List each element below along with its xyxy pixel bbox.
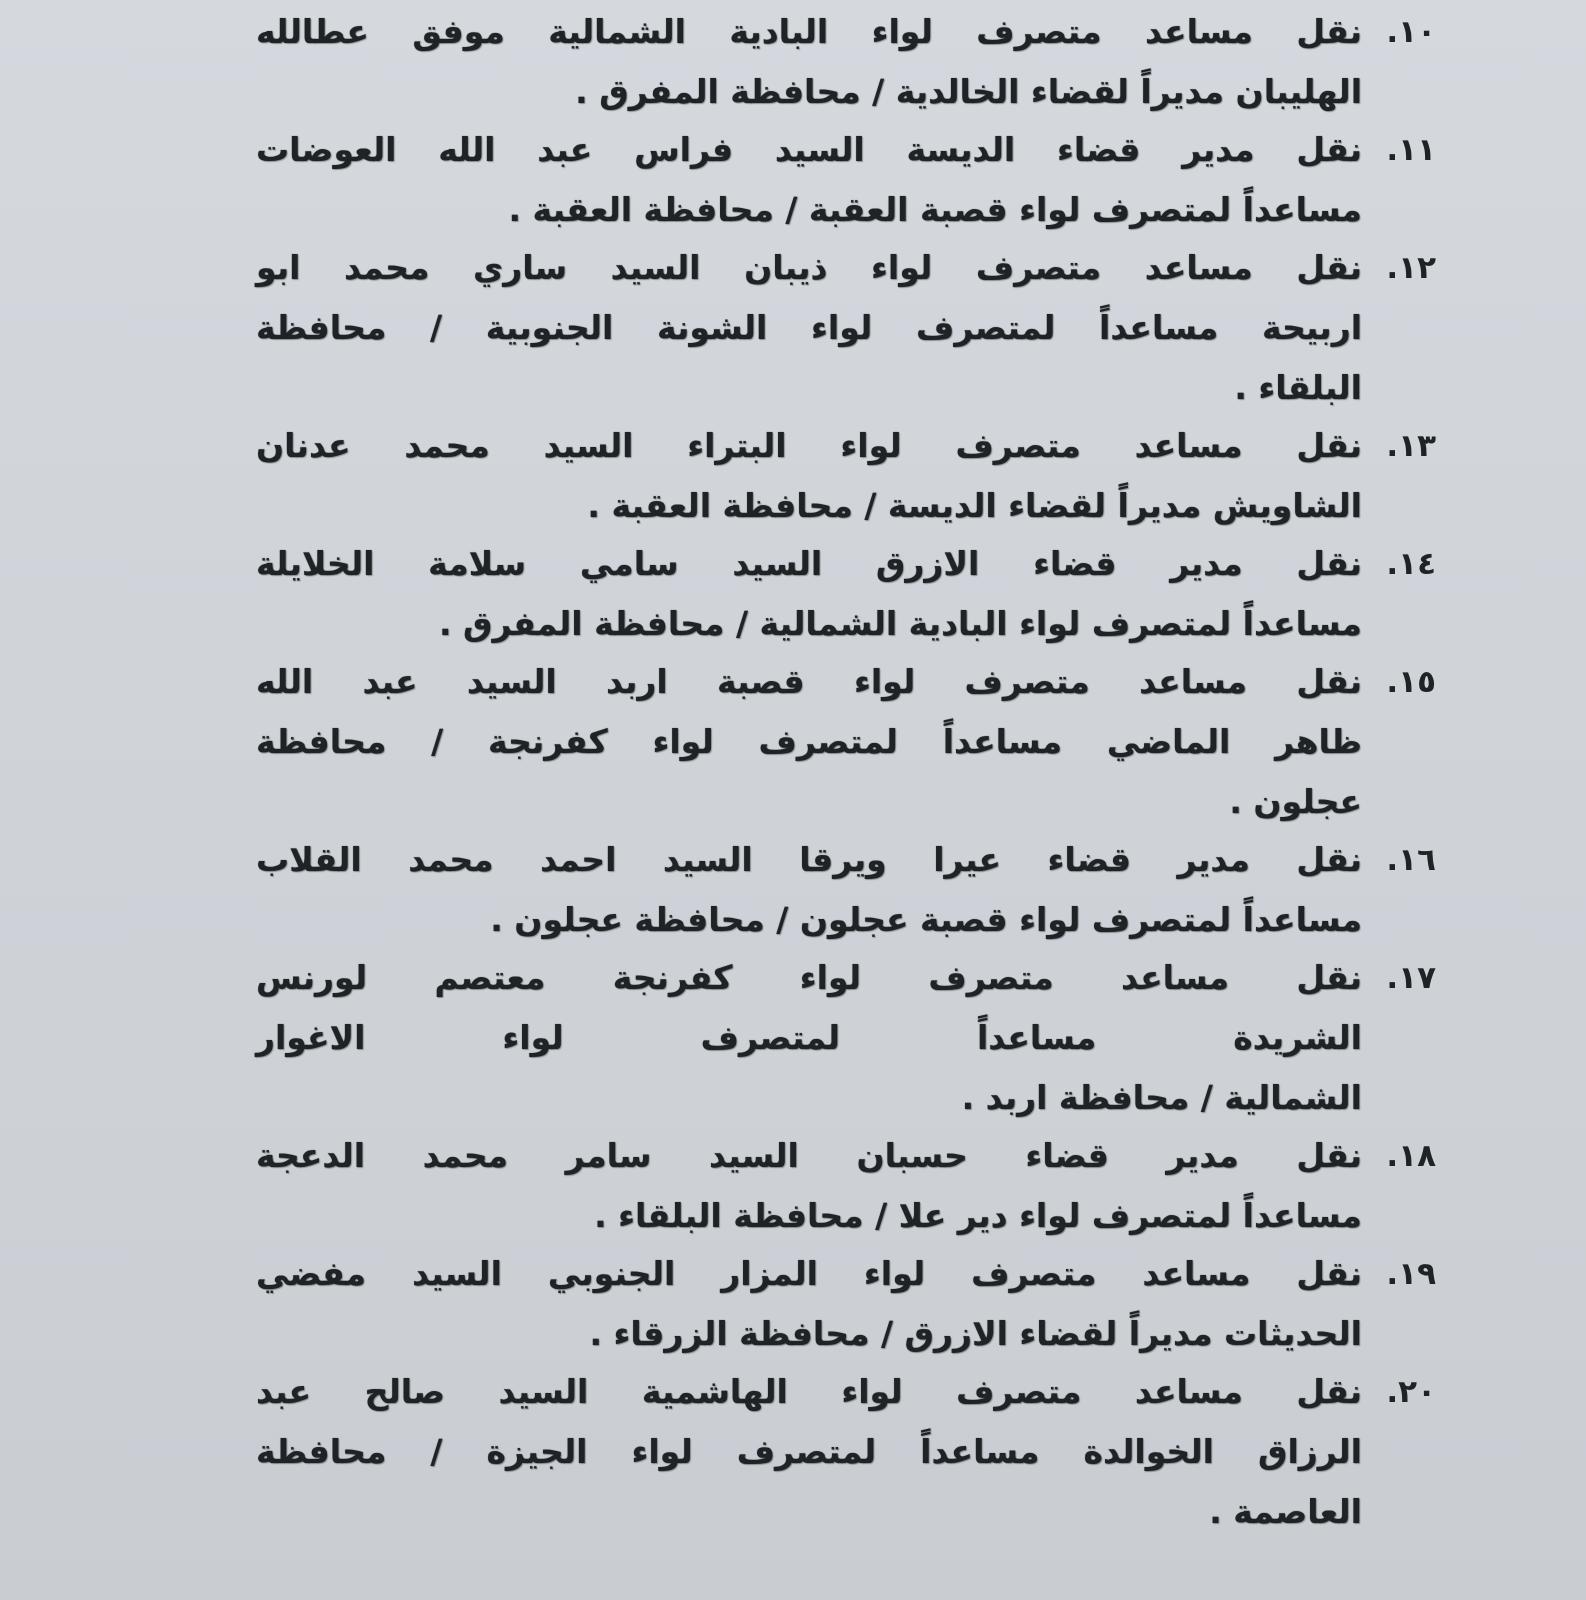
item-number: ١٣. [1386, 428, 1436, 464]
text-line: نقل مدير قضاء عيرا ويرقا السيد احمد محمد القلاب [256, 840, 1362, 879]
item-text [256, 534, 1362, 654]
text-line: العاصمة . [1209, 1492, 1362, 1531]
list-item [256, 238, 1436, 418]
item-text [256, 120, 1362, 240]
list-item [256, 120, 1436, 240]
text-line: مساعداً لمتصرف لواء البادية الشمالية / محافظة المفرق . [438, 604, 1362, 643]
list-item [256, 416, 1436, 536]
item-text [256, 652, 1362, 832]
text-line: نقل مساعد متصرف لواء كفرنجة معتصم لورنس [256, 958, 1362, 997]
item-text [256, 1244, 1362, 1364]
text-line: البلقاء . [1234, 368, 1362, 407]
list-item [256, 1244, 1436, 1364]
text-line: نقل مساعد متصرف لواء المزار الجنوبي السيد مفضي [256, 1254, 1362, 1293]
text-line: مساعداً لمتصرف لواء قصبة عجلون / محافظة عجلون . [490, 900, 1362, 939]
text-line: نقل مساعد متصرف لواء البتراء السيد محمد عدنان [256, 426, 1362, 465]
item-number: ١٤. [1386, 546, 1436, 582]
item-number: ١٧. [1386, 960, 1436, 996]
item-number: ١٩. [1386, 1256, 1436, 1292]
list-item [256, 1126, 1436, 1246]
list-item [256, 534, 1436, 654]
list-item [256, 948, 1436, 1128]
item-text [256, 2, 1362, 122]
text-line: مساعداً لمتصرف لواء دير علا / محافظة البلقاء . [594, 1196, 1362, 1235]
list-item [256, 652, 1436, 832]
text-line: الحديثات مديراً لقضاء الازرق / محافظة الزرقاء . [589, 1314, 1362, 1353]
text-line: نقل مساعد متصرف لواء البادية الشمالية موفق عطالله [256, 12, 1362, 51]
list-item [256, 830, 1436, 950]
list-item [256, 2, 1436, 122]
item-number: ١٥. [1386, 664, 1436, 700]
text-line: اربيحة مساعداً لمتصرف لواء الشونة الجنوبية / محافظة [256, 308, 1362, 347]
item-number: ١٦. [1386, 842, 1436, 878]
text-line: عجلون . [1229, 782, 1362, 821]
item-number: ١٠. [1386, 14, 1436, 50]
item-number: ١٨. [1386, 1138, 1436, 1174]
item-text [256, 830, 1362, 950]
text-line: ظاهر الماضي مساعداً لمتصرف لواء كفرنجة / محافظة [256, 722, 1362, 761]
text-line: نقل مدير قضاء الازرق السيد سامي سلامة الخلايلة [256, 544, 1362, 583]
item-number: ١٢. [1386, 250, 1436, 286]
item-text [256, 1126, 1362, 1246]
text-line: الشاويش مديراً لقضاء الديسة / محافظة العقبة . [587, 486, 1362, 525]
text-line: نقل مدير قضاء الديسة السيد فراس عبد الله العوضات [256, 130, 1362, 169]
item-text [256, 238, 1362, 418]
item-text [256, 1362, 1362, 1542]
item-text [256, 416, 1362, 536]
text-line: نقل مساعد متصرف لواء ذيبان السيد ساري محمد ابو [256, 248, 1362, 287]
document-page [256, 0, 1436, 1542]
item-number: ٢٠. [1386, 1374, 1436, 1410]
text-line: الرزاق الخوالدة مساعداً لمتصرف لواء الجيزة / محافظة [256, 1432, 1362, 1471]
item-text [256, 948, 1362, 1128]
text-line: نقل مدير قضاء حسبان السيد سامر محمد الدعجة [256, 1136, 1362, 1175]
text-line: نقل مساعد متصرف لواء الهاشمية السيد صالح عبد [256, 1372, 1362, 1411]
text-line: الهليبان مديراً لقضاء الخالدية / محافظة المفرق . [575, 72, 1362, 111]
text-line: الشمالية / محافظة اربد . [961, 1078, 1362, 1117]
item-number: ١١. [1386, 132, 1436, 168]
text-line: مساعداً لمتصرف لواء قصبة العقبة / محافظة العقبة . [508, 190, 1362, 229]
list-item [256, 1362, 1436, 1542]
text-line: نقل مساعد متصرف لواء قصبة اربد السيد عبد الله [256, 662, 1362, 701]
text-line: الشريدة مساعداً لمتصرف لواء الاغوار [256, 1018, 1362, 1057]
